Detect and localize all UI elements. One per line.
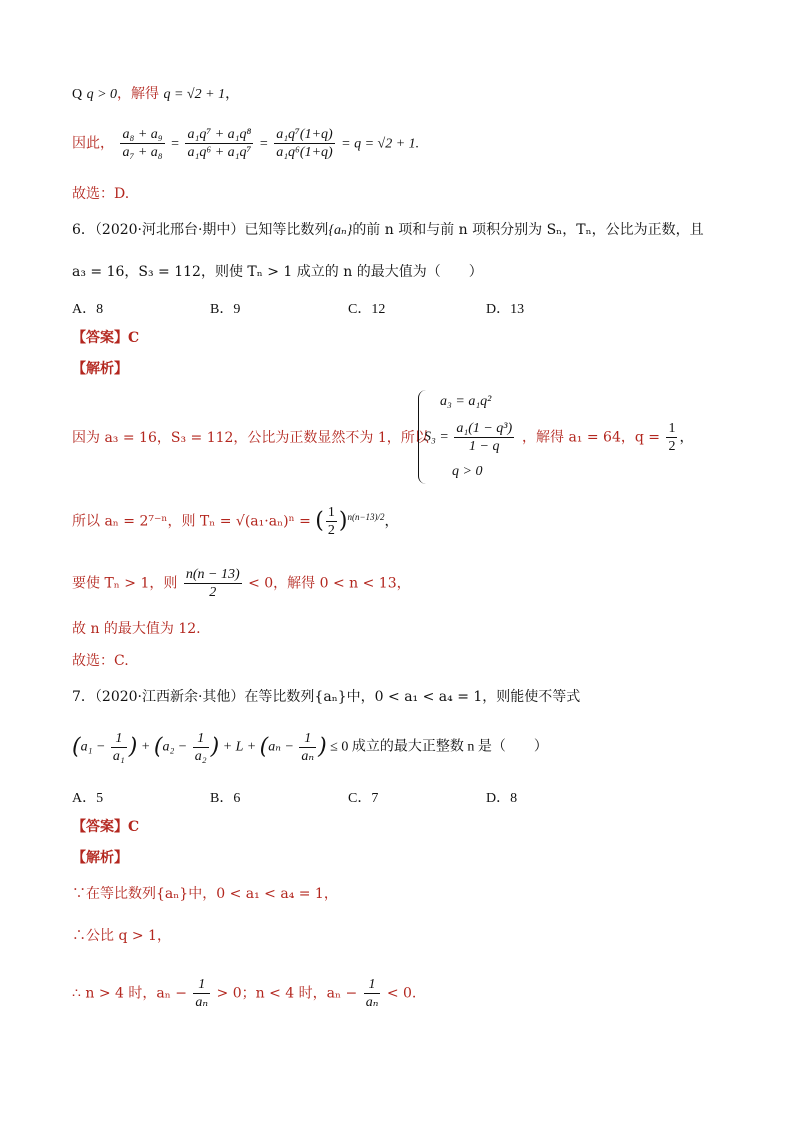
system-eq-3: q > 0	[452, 464, 483, 479]
q7-option-c: C．7	[348, 791, 379, 806]
q6-analysis-label: 【解析】	[72, 361, 128, 377]
q6-solution-5: 故选：C.	[72, 653, 129, 669]
q7-solution-2: ∴公比 q > 1，	[72, 928, 171, 944]
line-q-positive: Q q > 0，解得 q = √2 + 1，	[72, 86, 240, 102]
q6-option-c: C．12	[348, 302, 386, 317]
q6-solution-2: 所以 aₙ = 2⁷⁻ⁿ，则 Tₙ = √(a₁·aₙ)ⁿ = ( $\frac{1}{2}$ )$^{n(n-13)/2}$，	[72, 505, 399, 538]
line-therefore-ratio: 因此， $\frac{\text{a₈ + a₉}}{\text{a₇ + a₈}}$ = $\frac{\text{a₁q⁷ + a₁q⁸}}{\text{a₁q⁶ + a₁q⁷}}$ = $\frac{\text{a₁q⁷(1+q)}}{\text{a₁q⁶(1+q)}}$ = q = √2 + 1.	[72, 127, 420, 160]
q7-solution-1: ∵在等比数列{aₙ}中，0 < a₁ < a₄ = 1，	[72, 886, 338, 902]
system-eq-1: a₃ = a₁q²	[440, 394, 492, 409]
q7-stem-1: 7．（2020·江西新余·其他）在等比数列{aₙ}中，0 < a₁ < a₄ = 1，则能使不等式	[72, 689, 581, 705]
q6-option-d: D．13	[486, 302, 525, 317]
q6-solution-3: 要使 Tₙ > 1，则 $\frac{n(n - 13)}{2}$ < 0，解得 0 < n < 13，	[72, 567, 411, 600]
q7-analysis-label: 【解析】	[72, 850, 128, 866]
q7-option-d: D．8	[486, 791, 518, 806]
line-choose-d: 故选：D.	[72, 186, 130, 202]
q6-stem-2: a₃ = 16，S₃ = 112，则使 Tₙ > 1 成立的 n 的最大值为（ ）	[72, 264, 483, 280]
q6-solution-4: 故 n 的最大值为 12.	[72, 621, 201, 637]
q7-inequality: (a₁ − $\frac{1}{\text{a₁}}$ ) + (a₂ − $\frac{1}{\text{a₂}}$ ) + L + (aₙ − $\frac{1}{\text{aₙ}}$ ) ≤ 0 成立的最大正整数 n 是（ ）	[72, 731, 548, 764]
q7-option-b: B．6	[210, 791, 241, 806]
fraction-3: $\frac{\text{a₁q⁷(1+q)}}{\text{a₁q⁶(1+q)}}$	[276, 127, 333, 160]
q7-option-a: A．5	[72, 791, 104, 806]
system-eq-2: S₃ = $\frac{\text{a₁(1 − q³)}}{1 - q}$	[424, 421, 513, 454]
q6-solution-1a: 因为 a₃ = 16，S₃ = 112，公比为正数显然不为 1，所以	[72, 430, 429, 446]
q7-solution-3: ∴ n > 4 时，aₙ − $\frac{1}{\text{aₙ}}$ > 0；n < 4 时，aₙ − $\frac{1}{\text{aₙ}}$ < 0.	[72, 977, 417, 1010]
fraction-2: $\frac{\text{a₁q⁷ + a₁q⁸}}{\text{a₁q⁶ + a₁q⁷}}$	[187, 127, 252, 160]
q6-solution-1b: ，解得 a₁ = 64，q = $\frac{1}{2}$ ，	[522, 421, 694, 454]
q6-stem-1: 6．（2020·河北邢台·期中）已知等比数列{aₙ}的前 n 项和与前 n 项积分别为 Sₙ，Tₙ，公比为正数，且	[72, 222, 704, 238]
q6-answer-label: 【答案】C	[72, 330, 140, 346]
fraction-1: $\frac{\text{a₈ + a₉}}{\text{a₇ + a₈}}$	[122, 127, 163, 160]
q7-answer-label: 【答案】C	[72, 819, 140, 835]
q6-option-a: A．8	[72, 302, 104, 317]
q6-option-b: B．9	[210, 302, 241, 317]
